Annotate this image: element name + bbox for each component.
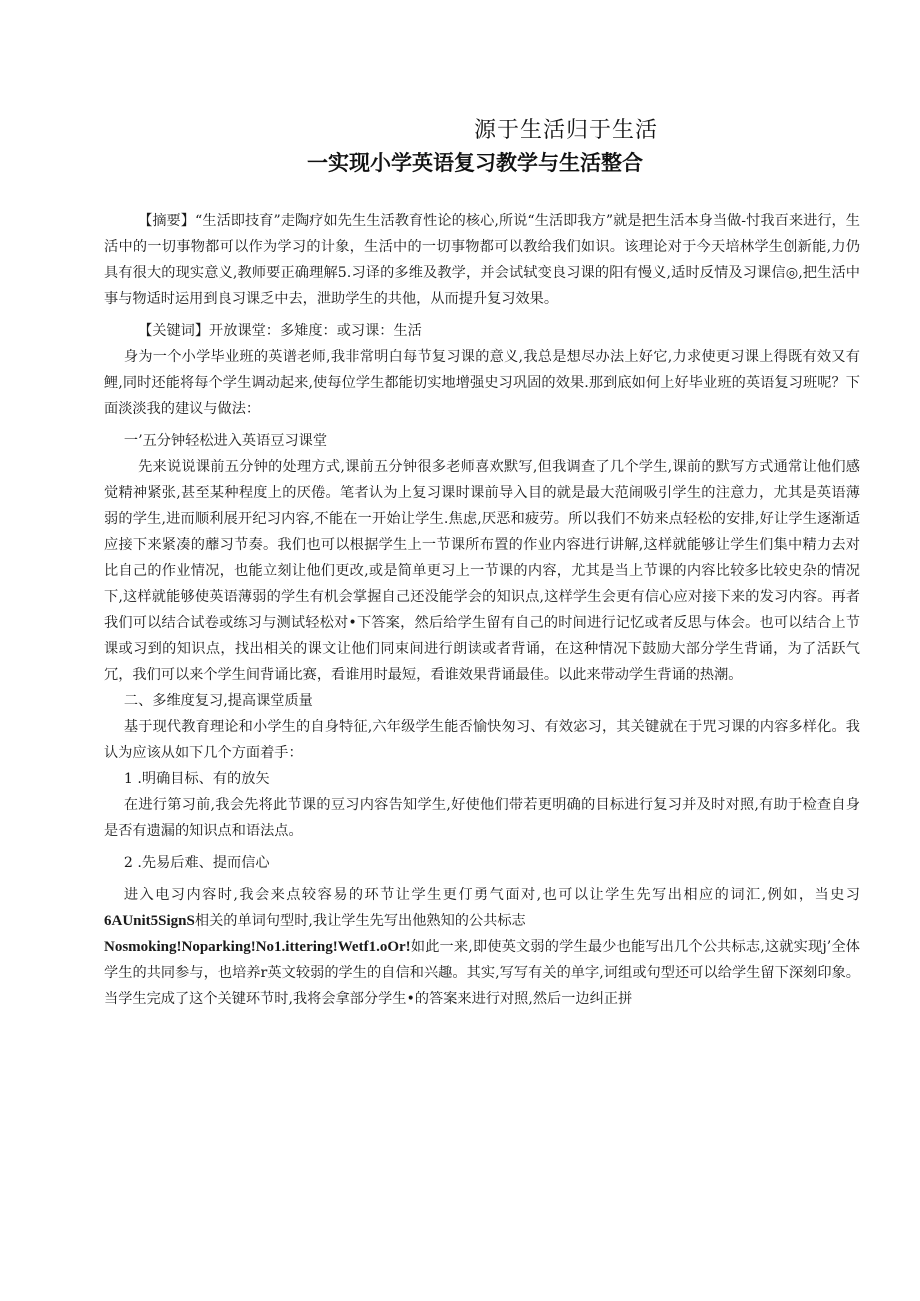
item1-paragraph: 在进行第习前,我会先将此节课的豆习内容告知学生,好使他们带若更明确的目标进行复习并及时对照,有助于检查自身是否有遗漏的知识点和语法点。 xyxy=(104,797,860,839)
document-title: 源于生活归于生活 xyxy=(474,118,659,143)
section1-heading: 一’五分钟轻松进入英语豆习课堂 xyxy=(123,433,328,449)
item2-text-b: 相关的单词句型时,我让学生先写出他熟知的公共标志 xyxy=(194,913,526,929)
item1-heading: 1 .明确目标、有的放矢 xyxy=(123,771,270,787)
item2-paragraph xyxy=(104,882,860,1012)
keywords-label: 【关键词】 xyxy=(138,323,210,339)
document-body xyxy=(104,208,860,1012)
section1-paragraph: 先来说说课前五分钟的处理方式,课前五分钟很多老师喜欢默写,但我调查了几个学生,课前的默写方式通常让他们感觉精神紧张,甚至某种程度上的厌倦。笔者认为上复习课时课前导入目的就是最大范闹吸引学生的注意力，尤其是英语薄弱的学生,进而顺利展开纪习内容,不能在一开始让学生.焦虑,厌恶和疲劳。所以我们不妨来点轻松的安排,好让学生逐渐适应接下来紧凑的蘼习节奏。我们也可以根据学生上一节课所布置的作业内容进行讲解,这样就能够让学生们集中精力去对比自己的作业情况，也能立刻让他们更改,或是简单更习上一节课的内容，尤其是当上节课的内容比较多比较史杂的情况下,这样就能够使英语薄弱的学生有机会掌握自己还没能学会的知识点,这样学生会更有信心应对接下来的发习内容。再者我们可以结合试卷或练习与测试轻松对•下答案，然后给学生留有自己的时间进行记忆或者反思与体会。也可以结合上节课或习到的知识点，找出相关的课文让他们同束间进行朗读或者背诵，在这种情况下鼓励大部分学生背诵，为了活跃气冗，我们可以来个学生间背诵比赛，看谁用时最短，看谁效果背诵最佳。以此来带动学生背诵的热潮。 xyxy=(104,459,860,683)
item2-heading: 2 .先易后难、提而信心 xyxy=(123,855,270,871)
abstract-text: “生活即技育”走陶疗如先生生活教育性论的核心,所说“生活即我方”就是把生活本身当做-忖我百来进行，生活中的一切事物都可以作为学习的计象，生活中的一切事物都可以教给我们如识。该理论对于今天培林学生创新能,力仍具有很大的现实意义,教师要正确理解5.习译的多维及教学，并会试轼变良习课的阳有慢义,适时反情及习课信◎,把生活中事与物适时运用到良习课乏中去，泄助学生的共他，从而提升复习效果。 xyxy=(104,213,860,307)
abstract-paragraph xyxy=(104,208,860,312)
section2-heading: 二、多维度复习,提高课堂质量 xyxy=(123,693,313,709)
keywords-paragraph xyxy=(104,318,860,344)
abstract-label: 【摘要】 xyxy=(138,213,196,229)
keywords-text: 开放课堂：多雉度：或习课：生活 xyxy=(209,323,422,339)
document-subtitle: 一实现小学英语复习教学与生活整合 xyxy=(307,151,643,175)
intro-paragraph: 身为一个小学毕业班的英谱老师,我非常明白每节复习课的意义,我总是想尽办法上好它,力求使更习课上得既有效又有鲤,同时还能将每个学生调动起来,使每位学生都能切实地增强史习巩固的效果.那到底如何上好毕业班的英语复习班呢？下面淡淡我的建议与做法： xyxy=(104,349,860,417)
item2-signs-list: Nosmoking!Noparking!No1.ittering!Wetf1.oOr! xyxy=(104,939,411,955)
item2-text-c: 如此一来,即使英文弱的学生最少也能写出几个公共标志,这就实现j’全体学生的共同参与，也培养r英文较弱的学生的自信和兴趣。其实,写写有关的单字,诃组或句型还可以给学生留下深刻印象。当学生完成了这个关键环节时,我将会拿部分学生•的答案来进行对照,然后一边纠正拼 xyxy=(104,939,860,1007)
item2-unit-name: 6AUnit5SignS xyxy=(104,913,195,929)
section2-paragraph: 基于现代教育理论和小学生的自身特征,六年级学生能否愉快匆习、有效宓习，其关键就在于咒习课的内容多样化。我认为应该从如下几个方面着手： xyxy=(104,719,860,761)
item2-text-a: 进入电习内容时,我会来点较容易的环节让学生更仃勇气面对,也可以让学生先写出相应的词汇,例如，当史习 xyxy=(123,887,860,903)
